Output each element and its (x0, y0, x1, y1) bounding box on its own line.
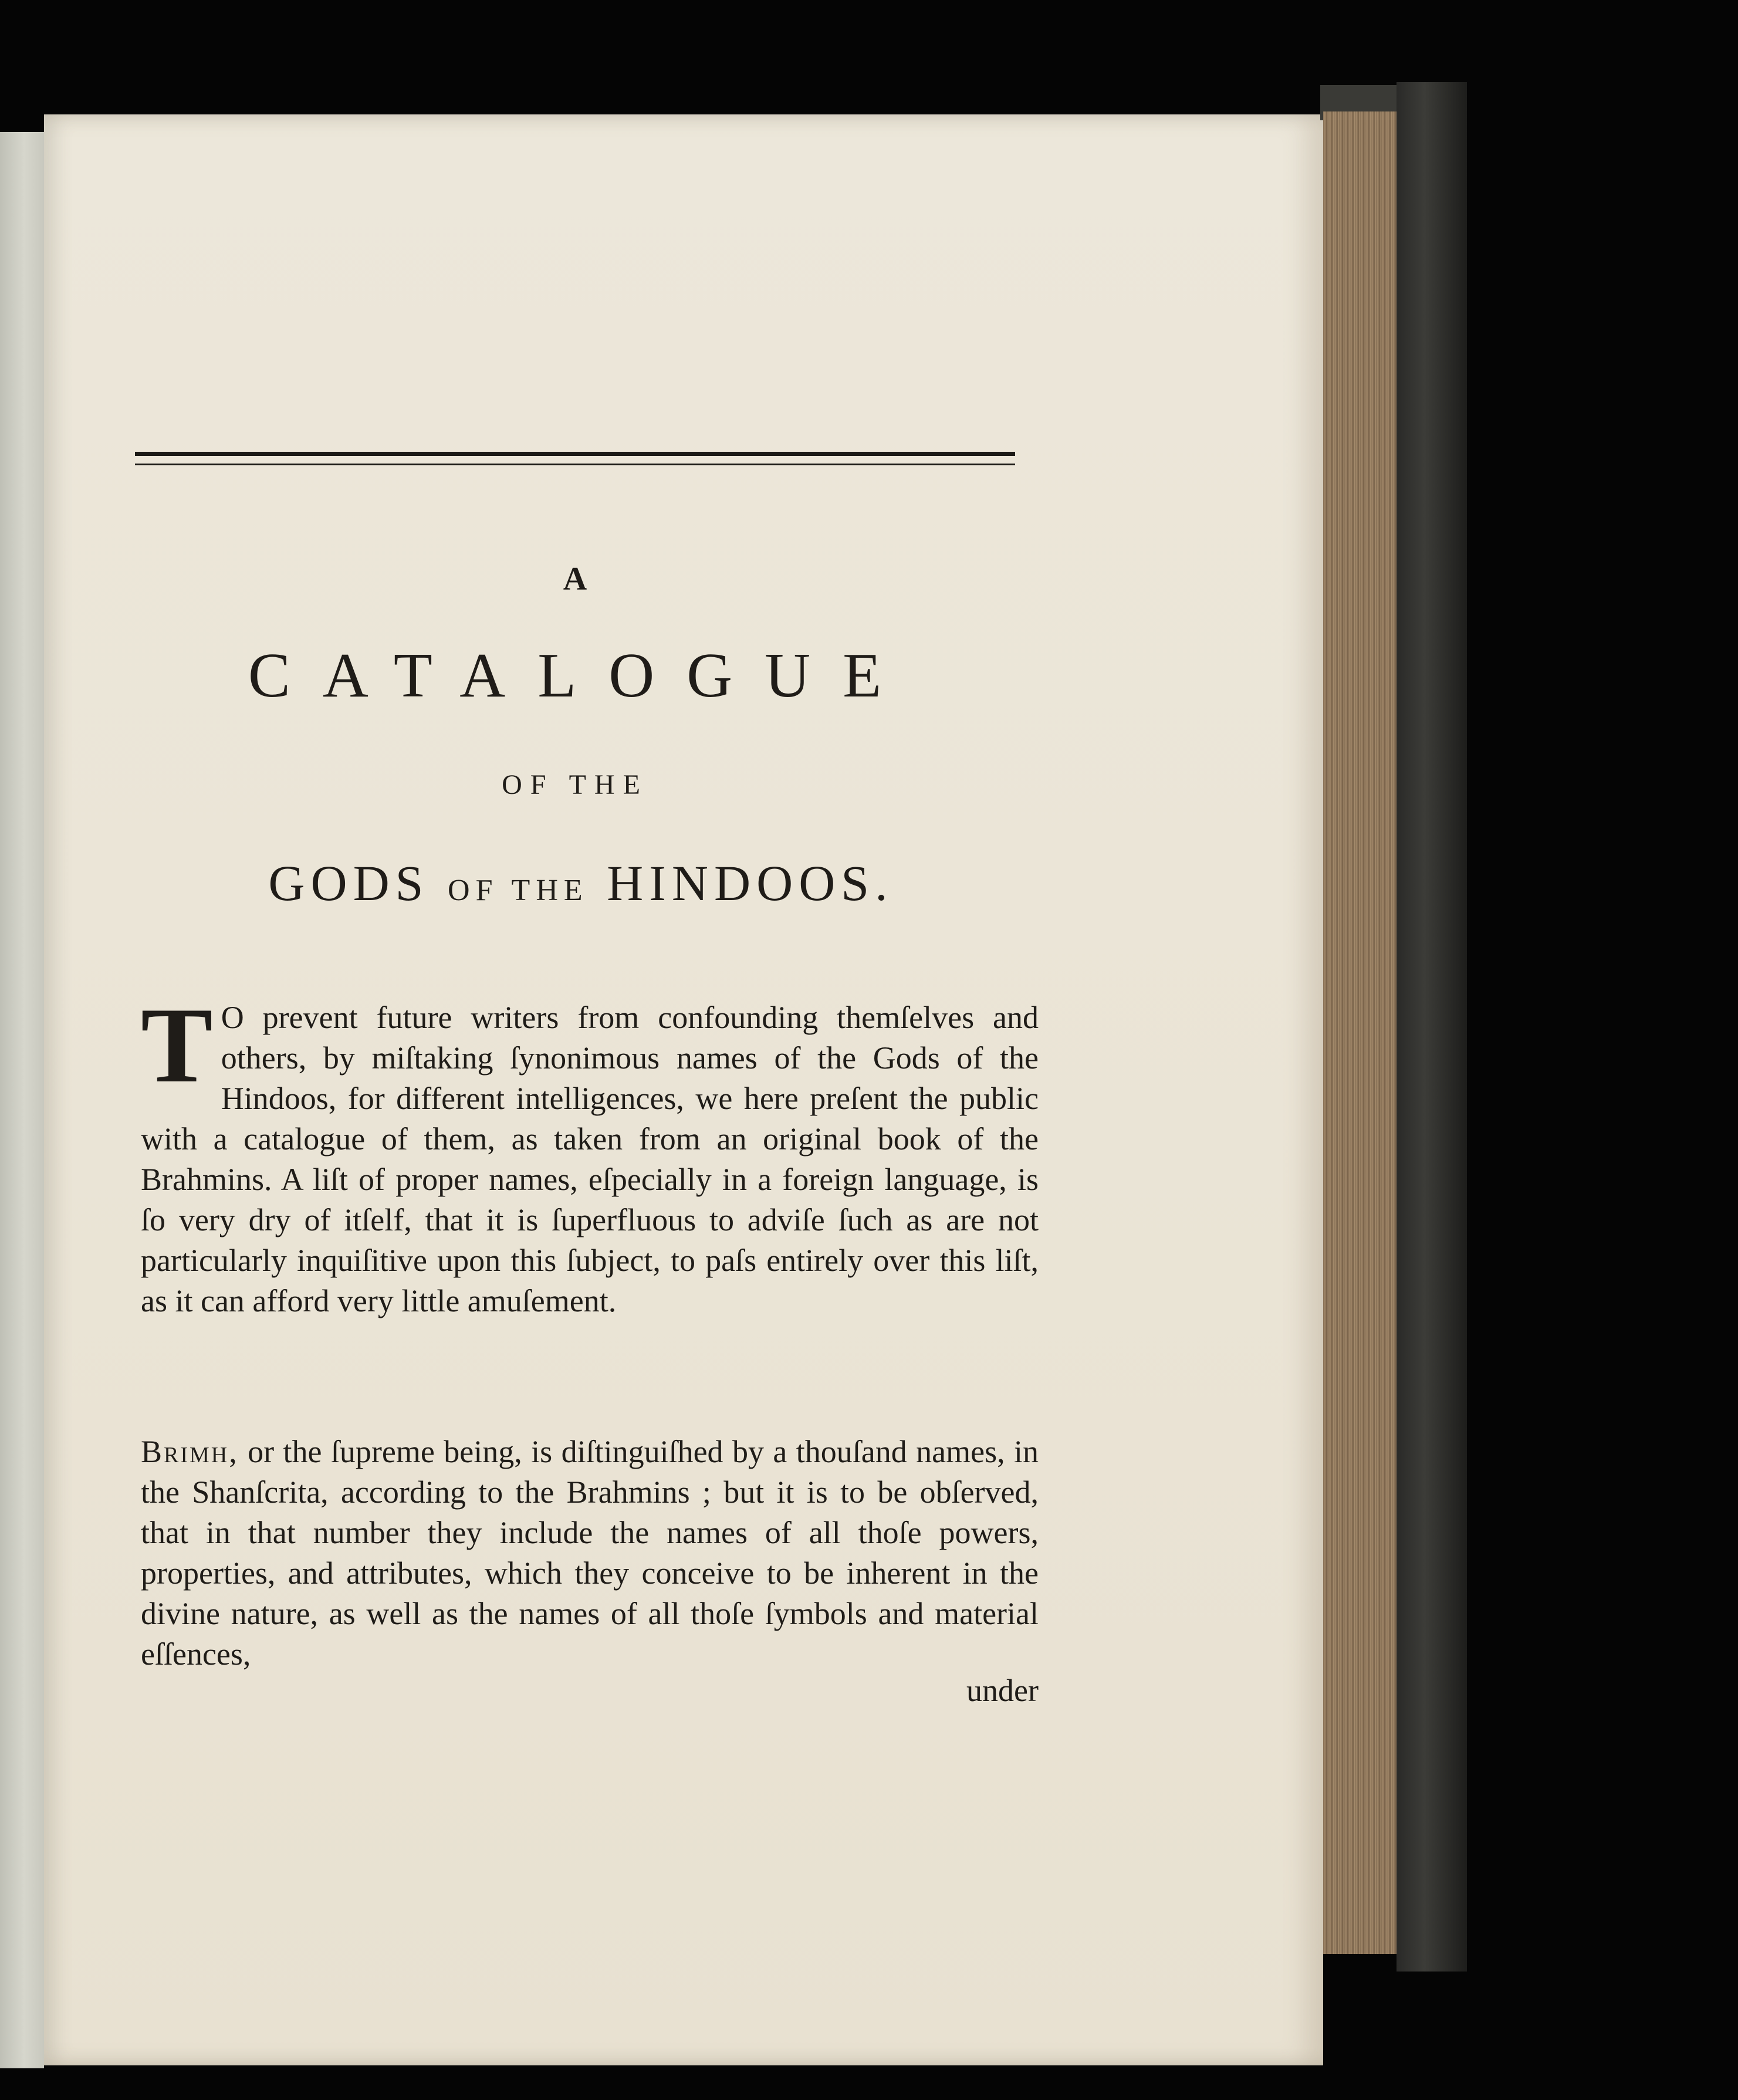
brimh-lead-word: Brimh, (141, 1434, 239, 1469)
book-cover-spine (1397, 82, 1467, 1972)
brimh-paragraph-text: or the ſupreme being, is diſtinguiſhed by a thouſand names, in the Shanſcrita, according to the Brahmins ; but it is to be obſerved, that in that number they include the names of all thoſe powers, properties, and attributes, which they conceive to be inherent in the divine nature, as well as the names of all thoſe ſymbols and material eſſences, (141, 1434, 1039, 1672)
header-rule-thin (135, 464, 1015, 465)
catchword: under (966, 1673, 1039, 1708)
intro-paragraph (141, 985, 1039, 1321)
heading-hindoos: HINDOOS. (607, 855, 894, 911)
heading-catalogue: CATALOGUE (248, 641, 914, 711)
drop-cap: T (141, 985, 213, 1105)
heading-gods: GODS (268, 855, 430, 911)
intro-paragraph-text: O prevent future writers from confounding themſelves and others, by miſtaking ſynonimous names of the Gods of the Hindoos, for different intelligences, we here preſent the public with a catalogue of them, as taken from an original book of the Brahmins. A liſt of proper names, eſpecially in a foreign language, is ſo very dry of itſelf, that it is ſuperfluous to adviſe ſuch as are not particularly inquiſitive upon this ſubject, to paſs entirely over this liſt, as it can afford very little amuſement. (141, 1000, 1039, 1318)
heading-of-the-small: OF THE (448, 874, 589, 907)
heading-gods-of-the-hindoos (188, 854, 974, 912)
heading-of-the: OF THE (502, 769, 648, 800)
brimh-paragraph (141, 1432, 1039, 1675)
left-page-edge (0, 132, 44, 2068)
header-rule-thick (135, 452, 1015, 456)
heading-article: A (563, 561, 587, 597)
page-block-edges (1323, 111, 1397, 1954)
